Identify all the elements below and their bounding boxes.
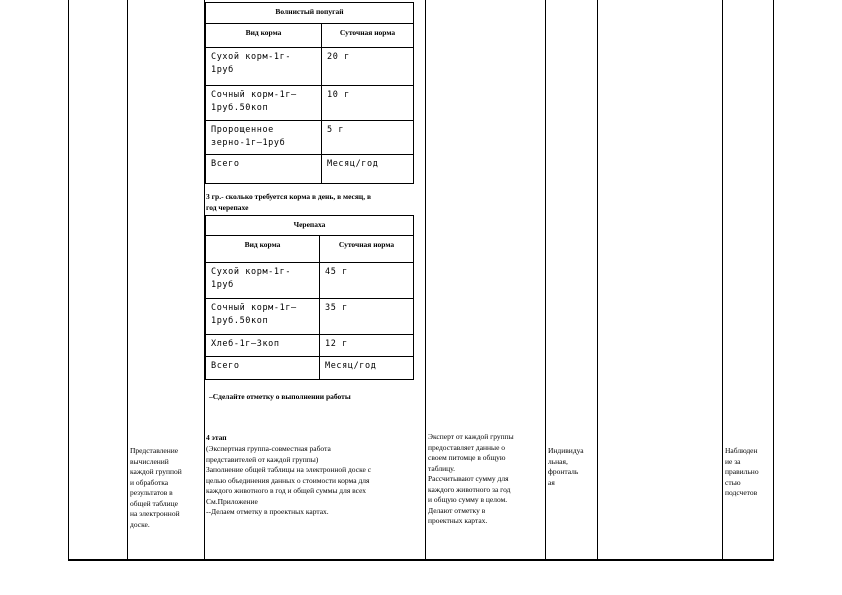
turtle-row-feed: Сочный корм-1г— 1руб.50коп: [206, 299, 320, 335]
parrot-table-title: Волнистый попугай: [206, 3, 414, 24]
turtle-row-norm: 12 г: [320, 335, 414, 357]
parrot-col-feed-header: Вид корма: [206, 24, 322, 48]
turtle-feed-table: [205, 215, 414, 380]
parrot-row-norm: 5 г: [322, 121, 414, 155]
outer-table-left-border: [68, 0, 69, 560]
turtle-row-norm: 35 г: [320, 299, 414, 335]
stage4-title: 4 этап: [206, 433, 227, 442]
parrot-row-norm: 10 г: [322, 86, 414, 121]
parrot-row-feed: Сухой корм-1г- 1руб: [206, 48, 322, 86]
outer-table-right-border: [773, 0, 774, 560]
turtle-col-norm-header: Суточная норма: [320, 236, 414, 263]
column-g-text: Наблюден ие за правильно стью подсчетов: [725, 446, 759, 497]
turtle-row-feed: Всего: [206, 357, 320, 380]
outer-table-col-divider: [722, 0, 723, 560]
outer-table-col-divider: [425, 0, 426, 560]
turtle-row-norm: 45 г: [320, 263, 414, 299]
turtle-row-norm: Месяц/год: [320, 357, 414, 380]
turtle-row-feed: Сухой корм-1г- 1руб: [206, 263, 320, 299]
turtle-table-title: Черепаха: [206, 216, 414, 236]
parrot-col-norm-header: Суточная норма: [322, 24, 414, 48]
parrot-row-norm: 20 г: [322, 48, 414, 86]
column-d-text: Эксперт от каждой группы предоставляет данные о своем питомце в общую таблицу. Рассчитывают сумму для каждого животного за год и общую сумму в целом. Делают отметку в проектных картах.: [428, 432, 514, 525]
stage4-description: (Экспертная группа-совместная работа представителей от каждой группы) Заполнение общей таблицы на электронной доске с целью объединения данных о стоимости корма для каждого животного в год и общей суммы для всех См.Приложение --Делаем отметку в проектных картах.: [206, 444, 372, 516]
parrot-row-feed: Всего: [206, 155, 322, 184]
parrot-feed-table: [205, 2, 414, 184]
outer-table-col-divider: [545, 0, 546, 560]
group3-task-text: 3 гр.- сколько требуется корма в день, в месяц, в год черепахе: [206, 192, 372, 212]
column-e-text: Индивидуа льная, фронталь ая: [548, 446, 584, 487]
parrot-row-feed: Пророщенное зерно-1г—1руб: [206, 121, 322, 155]
outer-table-col-divider: [597, 0, 598, 560]
column-b-text: Представление вычислений каждой группой и обработка результатов в общей таблице на электронной доске.: [130, 446, 182, 529]
parrot-row-feed: Сочный корм-1г— 1руб.50коп: [206, 86, 322, 121]
outer-table-col-divider: [127, 0, 128, 560]
parrot-row-norm: Месяц/год: [322, 155, 414, 184]
turtle-row-feed: Хлеб-1г—3коп: [206, 335, 320, 357]
completion-note: –Сделайте отметку о выполнении работы: [209, 392, 351, 401]
outer-table-bottom-border: [68, 559, 774, 561]
turtle-col-feed-header: Вид корма: [206, 236, 320, 263]
